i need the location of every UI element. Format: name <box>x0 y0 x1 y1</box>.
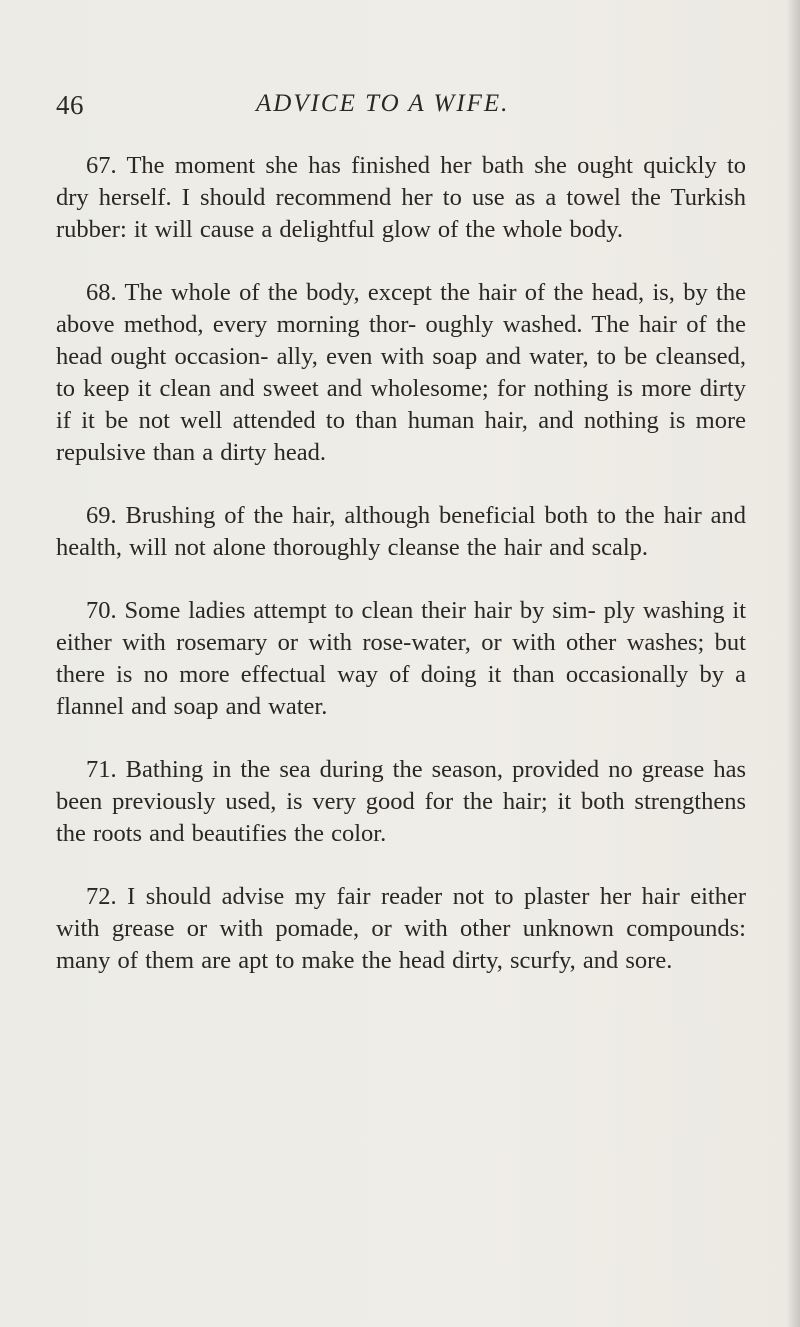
paragraph-67 <box>56 150 746 246</box>
page-edge-shadow <box>786 0 800 1327</box>
paragraph-70 <box>56 595 746 723</box>
page-header <box>56 84 756 124</box>
paragraph-number: 72. <box>86 883 117 910</box>
paragraph-number: 68. <box>86 279 117 306</box>
page-number: 46 <box>56 90 84 120</box>
paragraph-text: Bathing in the sea during the season, provided no grease has been previously used, is very good for the hair; it both strengthens the roots and beautifies the color. <box>56 756 747 847</box>
body-text <box>56 150 746 1008</box>
paragraph-text: Brushing of the hair, although beneficial both to the hair and health, will not alone thoroughly cleanse the hair and scalp. <box>56 502 746 561</box>
paragraph-text: Some ladies attempt to clean their hair by sim- ply washing it either with rosemary or with rose-water, or with other washes; but there is no more effectual way of doing it than occasionally by a flannel and soap and water. <box>56 597 747 720</box>
running-head: ADVICE TO A WIFE. <box>256 90 510 117</box>
paragraph-number: 67. <box>86 152 117 179</box>
paragraph-number: 71. <box>86 756 117 783</box>
paragraph-text: I should advise my fair reader not to plaster her hair either with grease or with pomade, or with other unknown compounds: many of them are apt to make the head dirty, scurfy, and sore. <box>56 883 746 974</box>
paragraph-number: 69. <box>86 502 117 529</box>
paragraph-72 <box>56 881 746 977</box>
paragraph-71 <box>56 754 746 850</box>
paragraph-text: The whole of the body, except the hair of the head, is, by the above method, every morning thor- oughly washed. The hair of the head ought occasion- ally, even with soap and water, to be cleansed, to keep it clean and sweet and wholesome; for nothing is more dirty if it be not well attended to than human hair, and nothing is more repulsive than a dirty head. <box>56 279 746 466</box>
paragraph-text: The moment she has finished her bath she ought quickly to dry herself. I should recommend her to use as a towel the Turkish rubber: it will cause a delightful glow of the whole body. <box>56 152 747 243</box>
paragraph-69 <box>56 500 746 564</box>
paragraph-68 <box>56 277 746 469</box>
paragraph-number: 70. <box>86 597 117 624</box>
